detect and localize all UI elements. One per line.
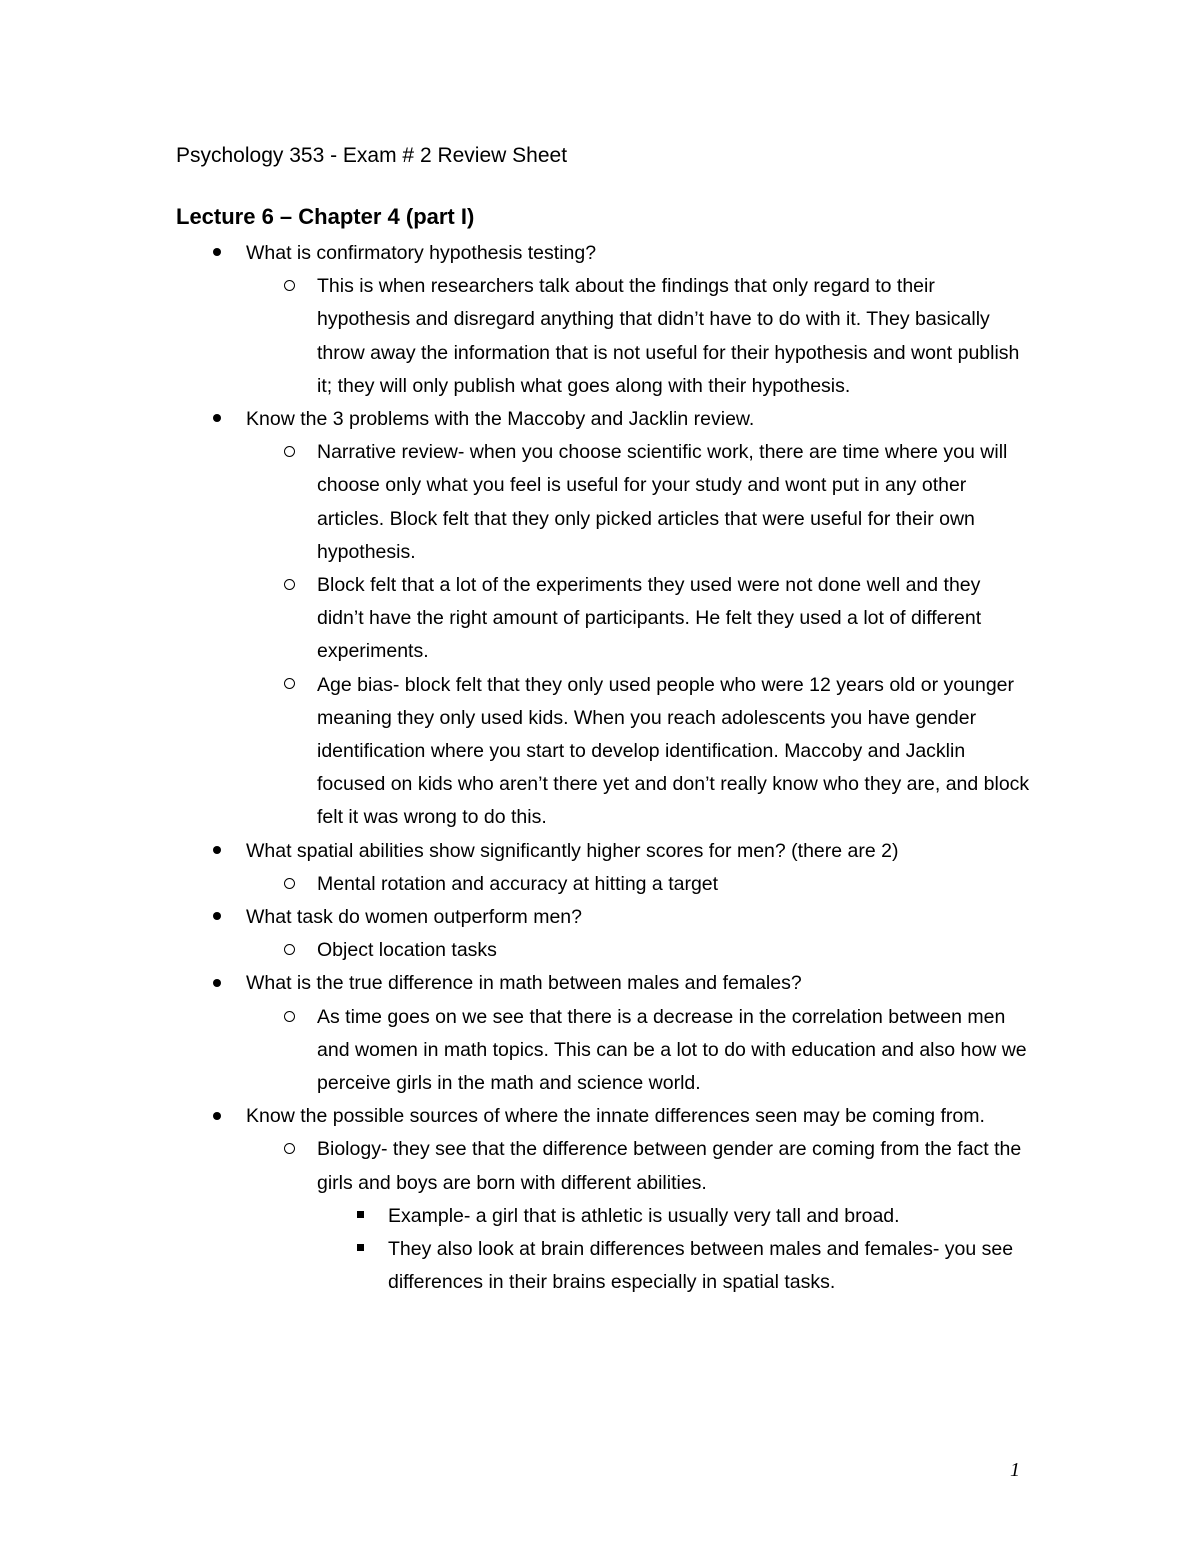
bullet-circle-icon: [279, 868, 299, 901]
answer-item: [0, 569, 1200, 669]
item-text: What is confirmatory hypothesis testing?: [246, 242, 597, 264]
item-text: Narrative review- when you choose scientific work, there are time where you will choose only what you feel is useful for your study and wont put in any other articles. Block felt that they only picked articles that were useful for their own hypothesis.: [317, 441, 1008, 563]
section-heading: Lecture 6 – Chapter 4 (part I): [176, 204, 475, 229]
bullet-dot-icon: [207, 237, 227, 270]
item-text: What task do women outperform men?: [246, 906, 582, 929]
question-item: [0, 1100, 1200, 1133]
bullet-square-icon: [350, 1200, 370, 1233]
item-text: Biology- they see that the difference between gender are coming from the fact the girls and boys are born with different abilities.: [317, 1138, 1022, 1194]
bullet-glyph: [357, 1244, 364, 1251]
bullet-glyph: [213, 414, 221, 422]
item-text: This is when researchers talk about the findings that only regard to their hypothesis and disregard anything that didn’t have to do with it. They basically throw away the information that is not useful for their hypothesis and wont publish it; they will only publish what goes along with their hypothesis.: [317, 275, 1020, 397]
item-text: As time goes on we see that there is a decrease in the correlation between men and women in math topics. This can be a lot to do with education and also how we perceive girls in the math and science world.: [317, 1005, 1027, 1095]
item-text: They also look at brain differences between males and females- you see differences in their brains especially in spatial tasks.: [388, 1238, 1014, 1294]
bullet-glyph: [284, 1011, 295, 1022]
document-title: Psychology 353 - Exam # 2 Review Sheet: [176, 144, 568, 167]
bullet-dot-icon: [207, 1100, 227, 1133]
bullet-dot-icon: [207, 967, 227, 1000]
bullet-glyph: [213, 912, 221, 920]
item-text: Object location tasks: [317, 939, 497, 962]
bullet-dot-icon: [207, 835, 227, 868]
bullet-glyph: [357, 1211, 364, 1218]
bullet-glyph: [284, 280, 295, 291]
bullet-glyph: [284, 678, 295, 689]
item-text: Block felt that a lot of the experiments they used were not done well and they didn’t have the right amount of participants. He felt they used a lot of different experiments.: [317, 574, 982, 663]
bullet-circle-icon: [279, 1133, 299, 1166]
question-item: [0, 403, 1200, 436]
review-list: [0, 237, 1200, 1300]
bullet-circle-icon: [279, 436, 299, 469]
answer-item: [0, 1001, 1200, 1101]
bullet-dot-icon: [207, 403, 227, 436]
bullet-glyph: [284, 944, 295, 955]
item-text: Know the possible sources of where the innate differences seen may be coming from.: [246, 1105, 985, 1128]
answer-item: [0, 436, 1200, 569]
bullet-circle-icon: [279, 569, 299, 602]
bullet-glyph: [284, 446, 295, 457]
bullet-glyph: [213, 979, 221, 987]
answer-item: [0, 934, 1200, 967]
question-item: [0, 237, 1200, 270]
question-item: [0, 835, 1200, 868]
bullet-glyph: [213, 248, 221, 256]
page-number: 1: [1010, 1459, 1020, 1481]
bullet-circle-icon: [279, 934, 299, 967]
bullet-dot-icon: [207, 901, 227, 934]
bullet-square-icon: [350, 1233, 370, 1266]
bullet-glyph: [213, 1112, 221, 1120]
sub-answer-item: [0, 1233, 1200, 1299]
answer-item: [0, 868, 1200, 901]
item-text: Example- a girl that is athletic is usually very tall and broad.: [388, 1204, 900, 1227]
bullet-glyph: [213, 846, 221, 854]
item-text: What spatial abilities show significantly higher scores for men? (there are 2): [246, 839, 899, 862]
item-text: Mental rotation and accuracy at hitting a target: [317, 872, 719, 895]
answer-item: [0, 1133, 1200, 1199]
bullet-glyph: [284, 579, 295, 590]
bullet-glyph: [284, 878, 295, 889]
sub-answer-item: [0, 1200, 1200, 1233]
answer-item: [0, 669, 1200, 835]
question-item: [0, 901, 1200, 934]
item-text: Age bias- block felt that they only used people who were 12 years old or younger meaning they only used kids. When you reach adolescents you have gender identification where you start to develop identification. Maccoby and Jacklin focused on kids who aren’t there yet and don’t really know who they are, and block felt it was wrong to do this.: [317, 673, 1030, 829]
question-item: [0, 967, 1200, 1000]
bullet-circle-icon: [279, 669, 299, 702]
item-text: Know the 3 problems with the Maccoby and Jacklin review.: [246, 408, 755, 431]
bullet-circle-icon: [279, 1001, 299, 1034]
bullet-glyph: [284, 1143, 295, 1154]
answer-item: [0, 270, 1200, 403]
bullet-circle-icon: [279, 270, 299, 303]
item-text: What is the true difference in math between males and females?: [246, 972, 802, 995]
